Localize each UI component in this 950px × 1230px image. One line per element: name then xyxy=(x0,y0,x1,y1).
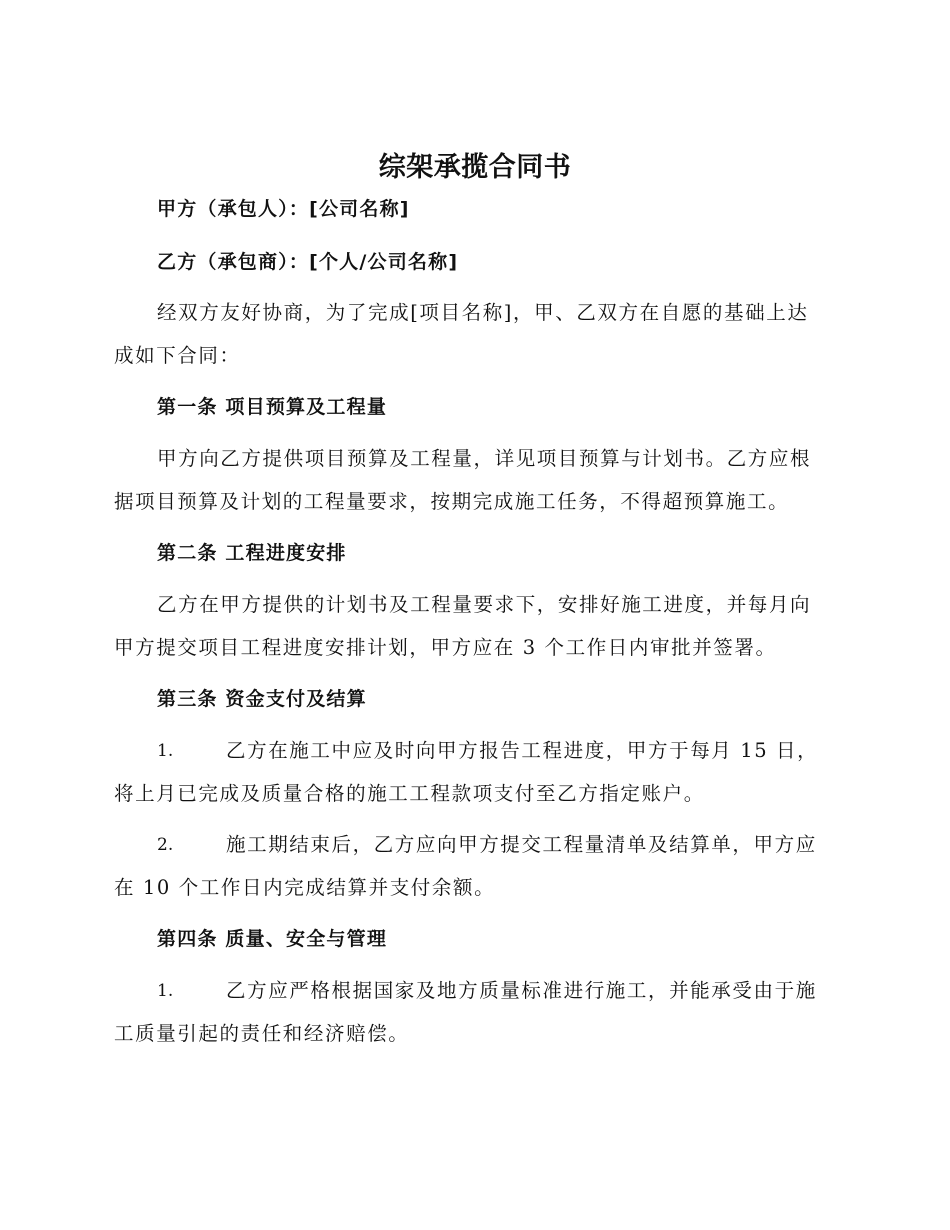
party-a-line: 甲方（承包人）：[公司名称] xyxy=(157,198,410,220)
article-3-item-1-line-2: 将上月已完成及质量合格的施工工程款项支付至乙方指定账户。 xyxy=(114,782,705,805)
article-3-item-1-number: 1. xyxy=(157,741,174,761)
article-1-line-2: 据项目预算及计划的工程量要求，按期完成施工任务，不得超预算施工。 xyxy=(114,490,790,513)
article-3-item-2-line-2: 在 10 个工作日内完成结算并支付余额。 xyxy=(114,876,496,899)
article-3-item-2-number: 2. xyxy=(157,835,174,855)
article-2-line-2: 甲方提交项目工程进度安排计划，甲方应在 3 个工作日内审批并签署。 xyxy=(114,636,777,659)
article-3-heading: 第三条 资金支付及结算 xyxy=(157,688,367,710)
article-2-line-1: 乙方在甲方提供的计划书及工程量要求下，安排好施工进度，并每月向 xyxy=(157,593,812,616)
article-4-item-1-line-2: 工质量引起的责任和经济赔偿。 xyxy=(114,1022,410,1045)
intro-line-1: 经双方友好协商，为了完成[项目名称]，甲、乙双方在自愿的基础上达 xyxy=(157,301,809,324)
article-4-item-1-line-1: 乙方应严格根据国家及地方质量标准进行施工，并能承受由于施 xyxy=(226,979,817,1002)
article-4-item-1-number: 1. xyxy=(157,981,174,1001)
article-3-item-2-line-1: 施工期结束后，乙方应向甲方提交工程量清单及结算单，甲方应 xyxy=(226,833,817,856)
party-b-line: 乙方（承包商）：[个人/公司名称] xyxy=(157,251,459,273)
article-4-heading: 第四条 质量、安全与管理 xyxy=(157,928,388,950)
article-1-line-1: 甲方向乙方提供项目预算及工程量，详见项目预算与计划书。乙方应根 xyxy=(157,447,812,470)
article-3-item-1-line-1: 乙方在施工中应及时向甲方报告工程进度，甲方于每月 15 日， xyxy=(226,739,819,762)
article-1-heading: 第一条 项目预算及工程量 xyxy=(157,396,388,418)
article-2-heading: 第二条 工程进度安排 xyxy=(157,542,347,564)
intro-line-2: 成如下合同： xyxy=(114,344,241,367)
document-title: 综架承揽合同书 xyxy=(378,152,572,183)
